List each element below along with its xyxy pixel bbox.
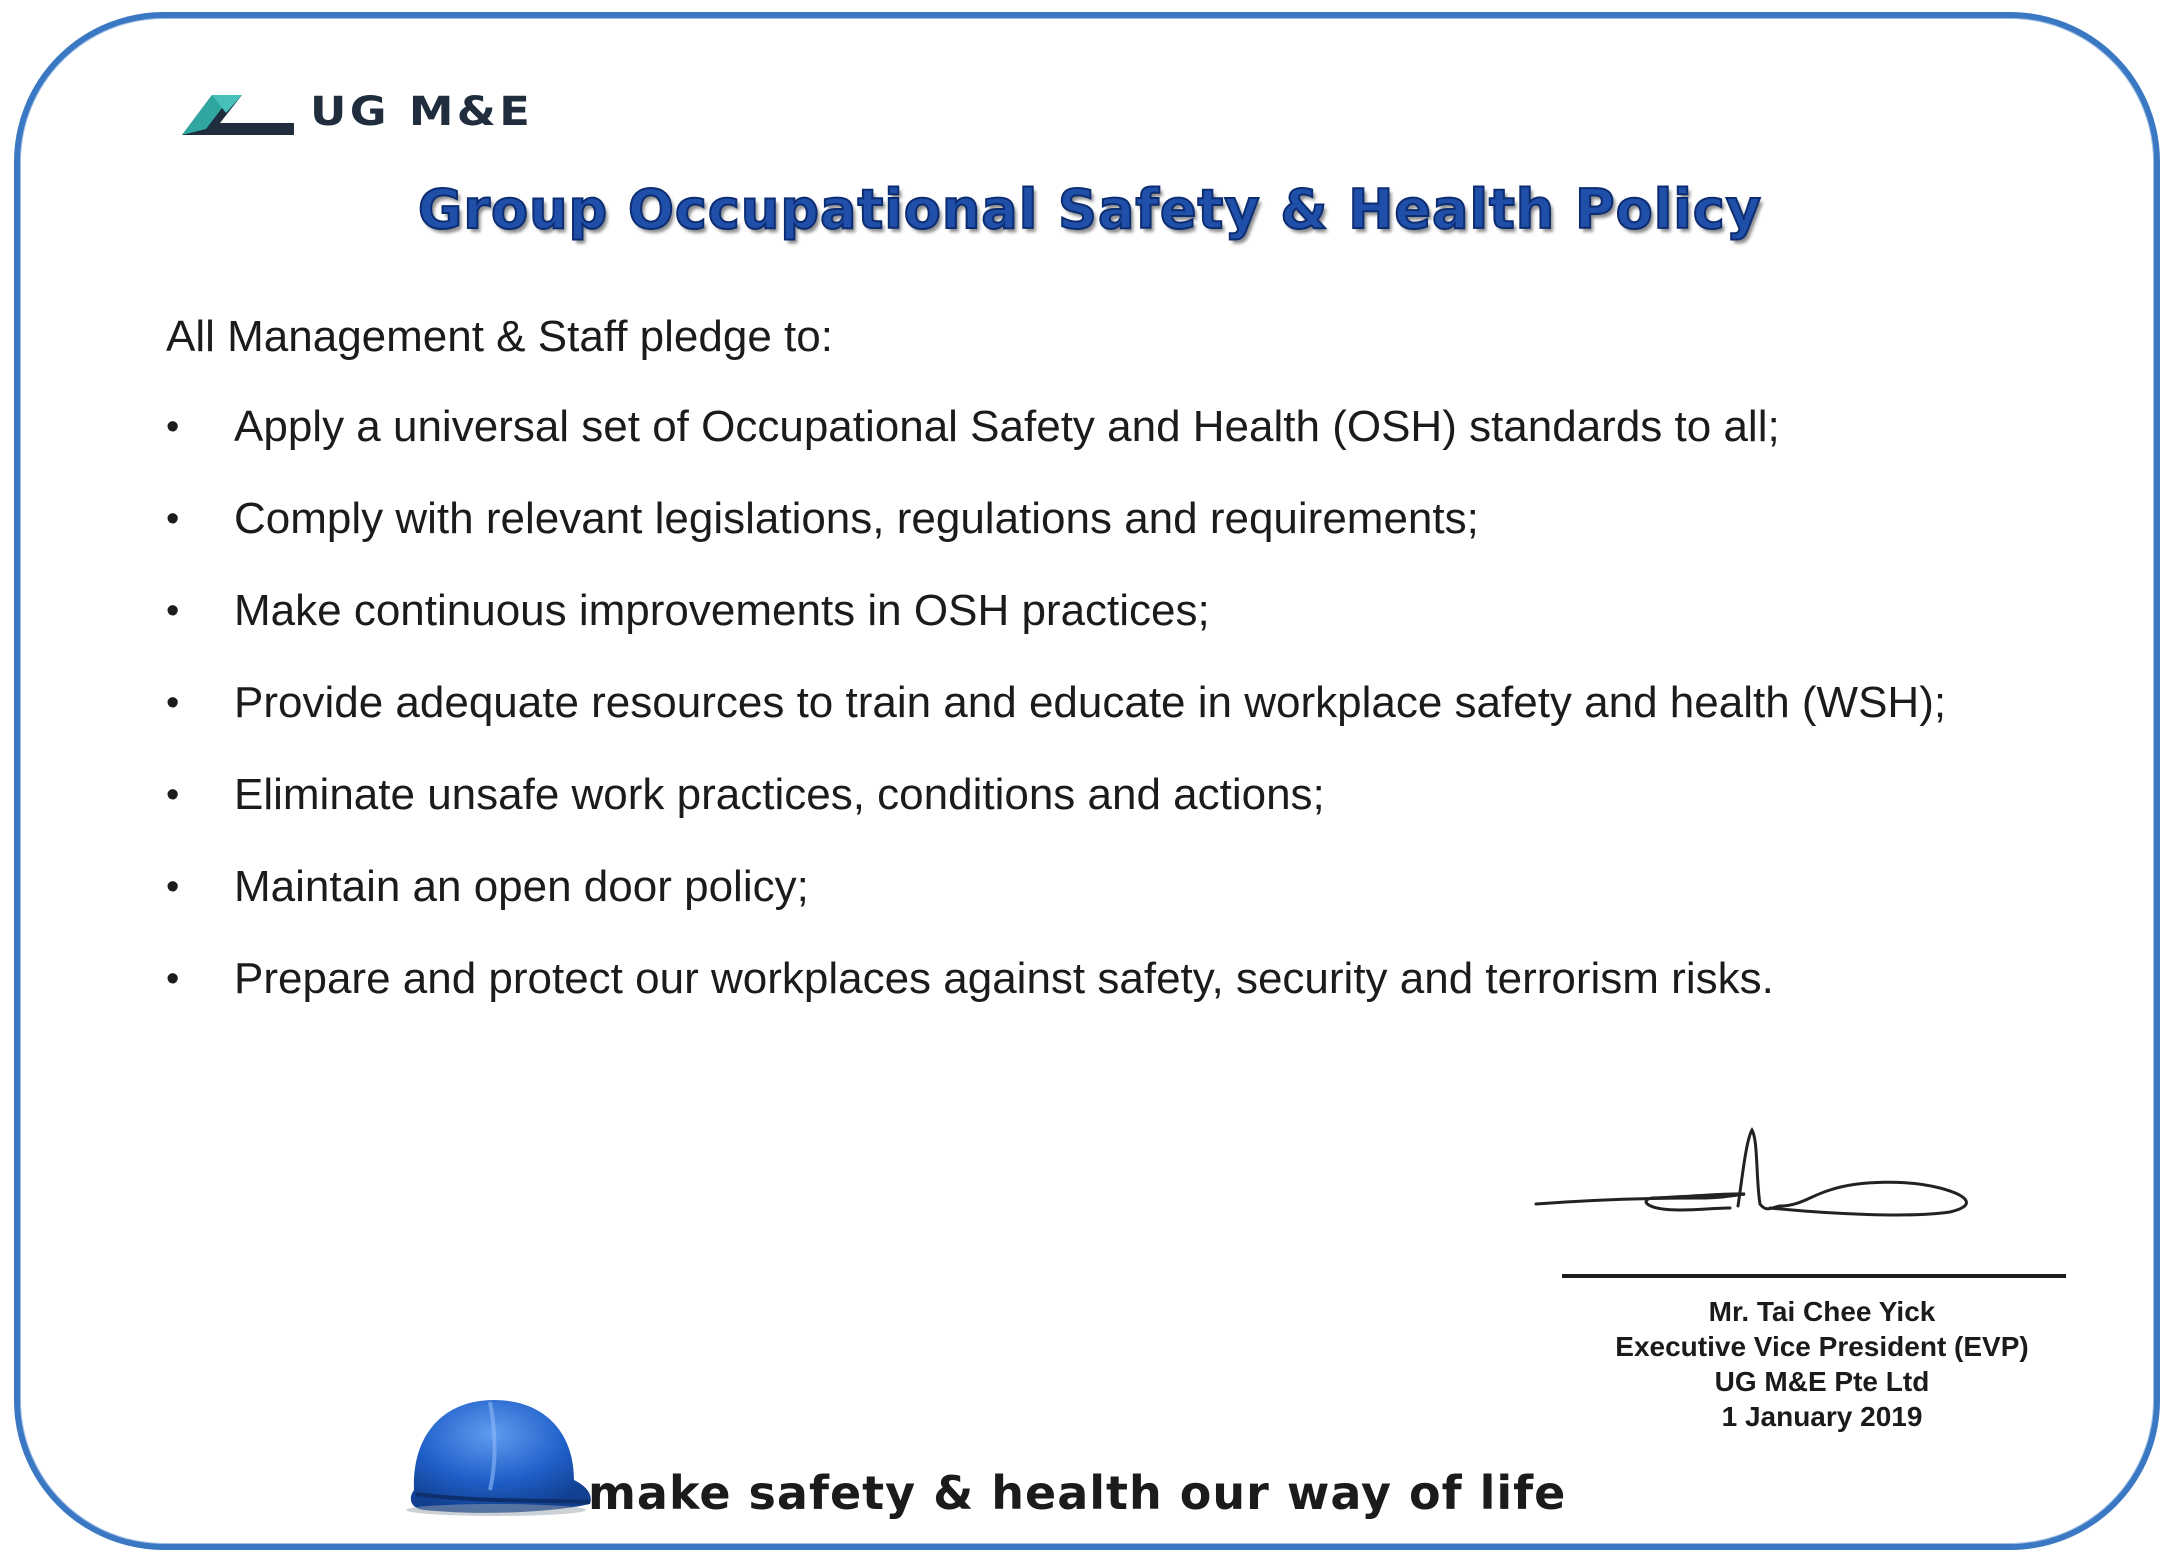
bullet-icon: • — [166, 682, 180, 724]
list-item — [166, 490, 2036, 548]
handwritten-signature — [1530, 1120, 1990, 1230]
list-item — [166, 858, 2036, 916]
signatory-date: 1 January 2019 — [1721, 1401, 1923, 1432]
pledge-text: Apply a universal set of Occupational Safety and Health (OSH) standards to all; — [234, 402, 1780, 451]
list-item — [166, 582, 2036, 640]
signatory-name: Mr. Tai Chee Yick — [1708, 1296, 1936, 1327]
bullet-icon: • — [166, 866, 180, 908]
slogan-text: make safety & health our way of life — [588, 1466, 1567, 1520]
page-title: Group Occupational Safety & Health Policy — [418, 178, 1762, 241]
pledge-text: Make continuous improvements in OSH practices; — [234, 586, 1210, 635]
bullet-icon: • — [166, 774, 180, 816]
pledge-text: Maintain an open door policy; — [234, 862, 809, 911]
hard-hat-icon — [404, 1394, 596, 1518]
signatory-block — [1562, 1294, 2082, 1434]
intro-text: All Management & Staff pledge to: — [166, 312, 833, 361]
logo-text: UG M&E — [310, 89, 534, 135]
signatory-company: UG M&E Pte Ltd — [1714, 1366, 1930, 1397]
pledge-text: Prepare and protect our workplaces against safety, security and terrorism risks. — [234, 954, 1774, 1003]
logo-mark-icon — [182, 89, 294, 135]
pledge-text: Eliminate unsafe work practices, conditions and actions; — [234, 770, 1325, 819]
bullet-icon: • — [166, 958, 180, 1000]
bullet-icon: • — [166, 590, 180, 632]
pledge-text: Provide adequate resources to train and educate in workplace safety and health (WSH); — [234, 678, 1947, 727]
company-logo — [182, 86, 534, 138]
bullet-icon: • — [166, 498, 180, 540]
bullet-icon: • — [166, 406, 180, 448]
list-item — [166, 398, 2036, 456]
signatory-position: Executive Vice President (EVP) — [1615, 1331, 2029, 1362]
list-item — [166, 950, 2036, 1008]
list-item — [166, 766, 2036, 824]
signature-line — [1562, 1274, 2066, 1278]
pledge-text: Comply with relevant legislations, regulations and requirements; — [234, 494, 1479, 543]
list-item — [166, 674, 2036, 732]
pledge-list — [166, 398, 2036, 1042]
